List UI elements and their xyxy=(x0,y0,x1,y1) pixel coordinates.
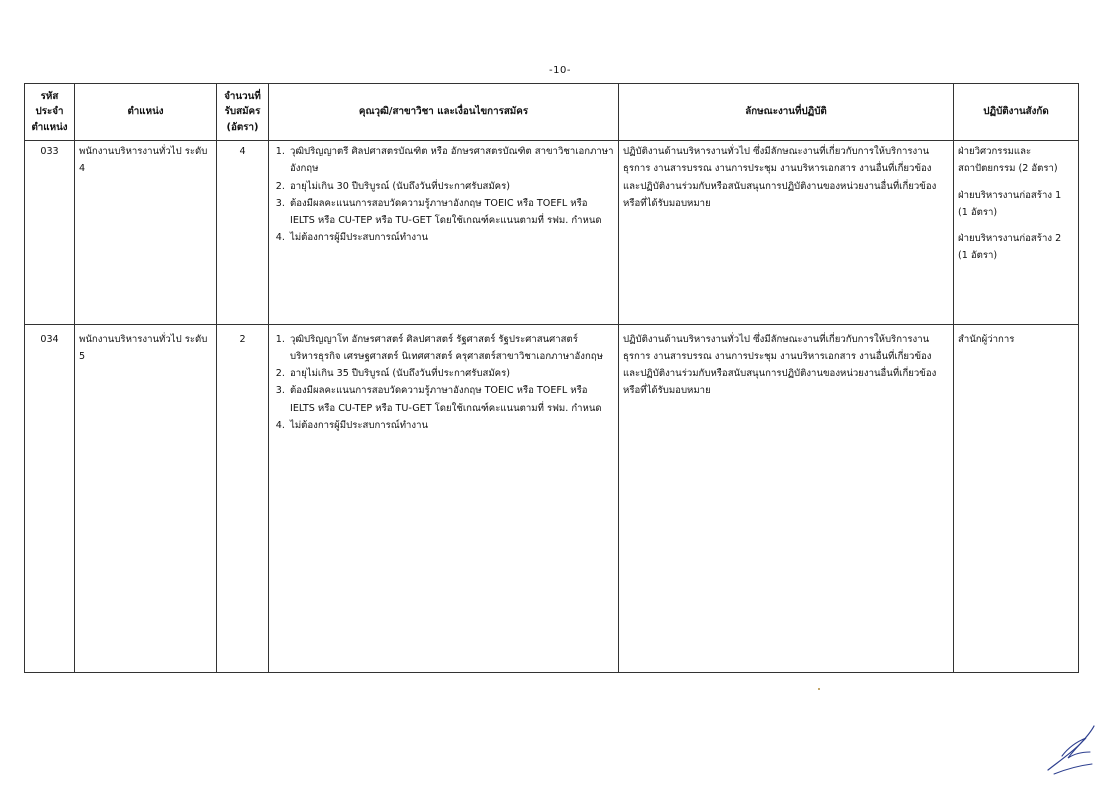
signature-mark xyxy=(1040,718,1100,778)
unit-entry: ฝ่ายวิศวกรรมและสถาปัตยกรรม (2 อัตรา) xyxy=(958,146,1058,175)
position-count: 2 xyxy=(217,324,269,672)
qualification-item: 3. ต้องมีผลคะแนนการสอบวัดความรู้ภาษาอังกฤษ TOEIC หรือ TOEFL หรือ IELTS หรือ CU-TEP หรือ TU-GET โดยใช้เกณฑ์คะแนนตามที่ รฟม. กำหนด xyxy=(288,195,614,230)
position-count: 4 xyxy=(217,141,269,325)
position-title: พนักงานบริหารงานทั่วไป ระดับ 5 xyxy=(75,324,217,672)
header-duties: ลักษณะงานที่ปฏิบัติ xyxy=(619,84,954,141)
header-qualifications: คุณวุฒิ/สาขาวิชา และเงื่อนไขการสมัคร xyxy=(269,84,619,141)
page-number: -10- xyxy=(549,65,571,76)
qualifications-list xyxy=(273,143,614,247)
qualification-item: 1. วุฒิปริญญาตรี ศิลปศาสตรบัณฑิต หรือ อักษรศาสตรบัณฑิต สาขาวิชาเอกภาษาอังกฤษ xyxy=(288,143,614,178)
duties-cell: ปฏิบัติงานด้านบริหารงานทั่วไป ซึ่งมีลักษณะงานที่เกี่ยวกับการให้บริการงานธุรการ งานสารบรรณ งานการประชุม งานบริหารเอกสาร งานอื่นที่เกี่ยวข้อง และปฏิบัติงานร่วมกับหรือสนับสนุนการปฏิบัติงานของหน่วยงานอื่นที่เกี่ยวข้องหรือที่ได้รับมอบหมาย xyxy=(619,324,954,672)
position-code: 033 xyxy=(25,141,75,325)
qualification-item: 4. ไม่ต้องการผู้มีประสบการณ์ทำงาน xyxy=(288,417,614,434)
table-header-row xyxy=(25,84,1079,141)
qualification-item: 4. ไม่ต้องการผู้มีประสบการณ์ทำงาน xyxy=(288,229,614,246)
position-code: 034 xyxy=(25,324,75,672)
scan-dot xyxy=(818,688,820,690)
header-unit: ปฏิบัติงานสังกัด xyxy=(954,84,1079,141)
qualifications-cell xyxy=(269,141,619,325)
job-positions-table xyxy=(24,83,1079,673)
table-row xyxy=(25,324,1079,672)
qualifications-cell xyxy=(269,324,619,672)
table-row xyxy=(25,141,1079,325)
qualification-item: 3. ต้องมีผลคะแนนการสอบวัดความรู้ภาษาอังกฤษ TOEIC หรือ TOEFL หรือ IELTS หรือ CU-TEP หรือ TU-GET โดยใช้เกณฑ์คะแนนตามที่ รฟม. กำหนด xyxy=(288,382,614,417)
duties-cell: ปฏิบัติงานด้านบริหารงานทั่วไป ซึ่งมีลักษณะงานที่เกี่ยวกับการให้บริการงานธุรการ งานสารบรรณ งานการประชุม งานบริหารเอกสาร งานอื่นที่เกี่ยวข้อง และปฏิบัติงานร่วมกับหรือสนับสนุนการปฏิบัติงานของหน่วยงานอื่นที่เกี่ยวข้องหรือที่ได้รับมอบหมาย xyxy=(619,141,954,325)
qualification-item: 2. อายุไม่เกิน 35 ปีบริบูรณ์ (นับถึงวันที่ประกาศรับสมัคร) xyxy=(288,365,614,382)
header-position: ตำแหน่ง xyxy=(75,84,217,141)
header-count: จำนวนที่ รับสมัคร (อัตรา) xyxy=(217,84,269,141)
unit-cell xyxy=(954,324,1079,672)
unit-cell xyxy=(954,141,1079,325)
qualification-item: 2. อายุไม่เกิน 30 ปีบริบูรณ์ (นับถึงวันที่ประกาศรับสมัคร) xyxy=(288,178,614,195)
unit-entry: ฝ่ายบริหารงานก่อสร้าง 1 (1 อัตรา) xyxy=(958,189,1062,218)
qualification-item: 1. วุฒิปริญญาโท อักษรศาสตร์ ศิลปศาสตร์ รัฐศาสตร์ รัฐประศาสนศาสตร์ บริหารธุรกิจ เศรษฐศาสตร์ นิเทศศาสตร์ ครุศาสตร์สาขาวิชาเอกภาษาอังกฤษ xyxy=(288,331,614,366)
position-title: พนักงานบริหารงานทั่วไป ระดับ 4 xyxy=(75,141,217,325)
unit-entry: สำนักผู้ว่าการ xyxy=(958,333,1015,345)
header-code: รหัส ประจำ ตำแหน่ง xyxy=(25,84,75,141)
qualifications-list xyxy=(273,331,614,435)
unit-entry: ฝ่ายบริหารงานก่อสร้าง 2 (1 อัตรา) xyxy=(958,233,1062,262)
